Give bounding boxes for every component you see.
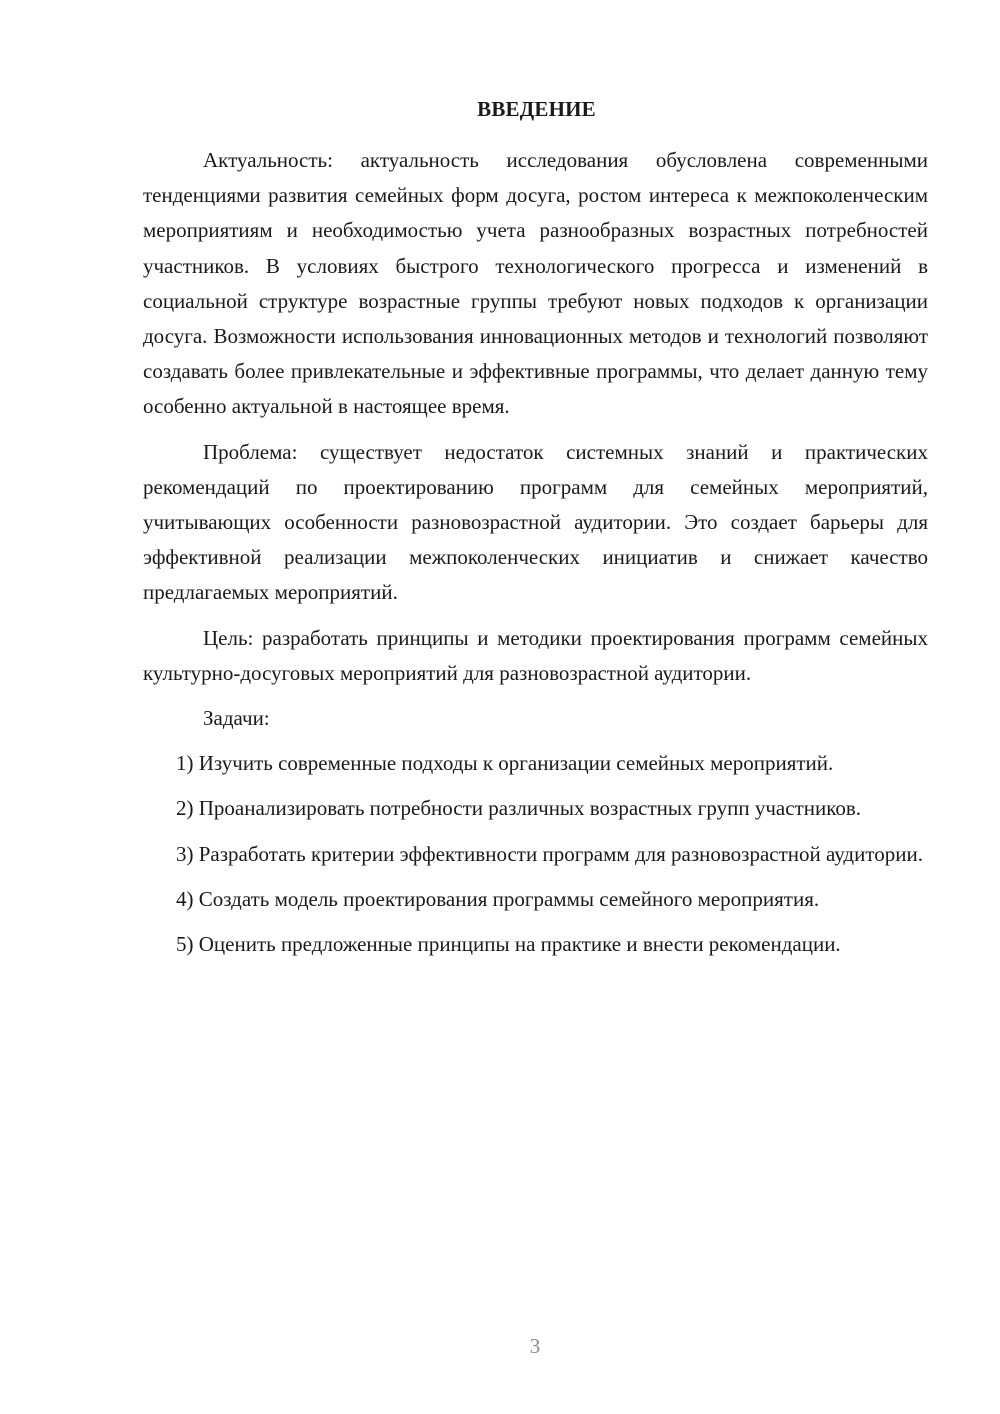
page-body <box>143 92 928 962</box>
paragraph-goal: Цель: разработать принципы и методики проектирования программ семейных культурно-досуговых мероприятий для разновозрастной аудитории. <box>143 625 928 685</box>
task-list <box>143 746 928 962</box>
task-item-5: 5) Оценить предложенные принципы на практике и внести рекомендации. <box>176 932 841 957</box>
task-item-2: 2) Проанализировать потребности различных возрастных групп участников. <box>176 796 861 821</box>
task-item-4: 4) Создать модель проектирования программы семейного мероприятия. <box>176 886 820 911</box>
page-number: 3 <box>529 1334 541 1358</box>
task-item-3: 3) Разработать критерии эффективности программ для разновозрастной аудитории. <box>176 841 923 866</box>
task-item-1: 1) Изучить современные подходы к организации семейных мероприятий. <box>176 751 834 776</box>
section-title: ВВЕДЕНИЕ <box>477 97 596 121</box>
paragraph-problem: Проблема: существует недостаток системных знаний и практических рекомендаций по проектированию программ для семейных мероприятий, учитывающих особенности разновозрастной аудитории. Это создает барьеры для эффективной реализации межпоколенческих инициатив и снижает качество предлагаемых мероприятий. <box>143 439 928 605</box>
tasks-label: Задачи: <box>203 706 270 731</box>
paragraph-relevance: Актуальность: актуальность исследования обусловлена современными тенденциями развития семейных форм досуга, ростом интереса к межпоколенческим мероприятиям и необходимостью учета разнообразных возрастных потребностей участников. В условиях быстрого технологического прогресса и изменений в социальной структуре возрастные группы требуют новых подходов к организации досуга. Возможности использования инновационных методов и технологий позволяют создавать более привлекательные и эффективные программы, что делает данную тему особенно актуальной в настоящее время. <box>143 148 928 419</box>
